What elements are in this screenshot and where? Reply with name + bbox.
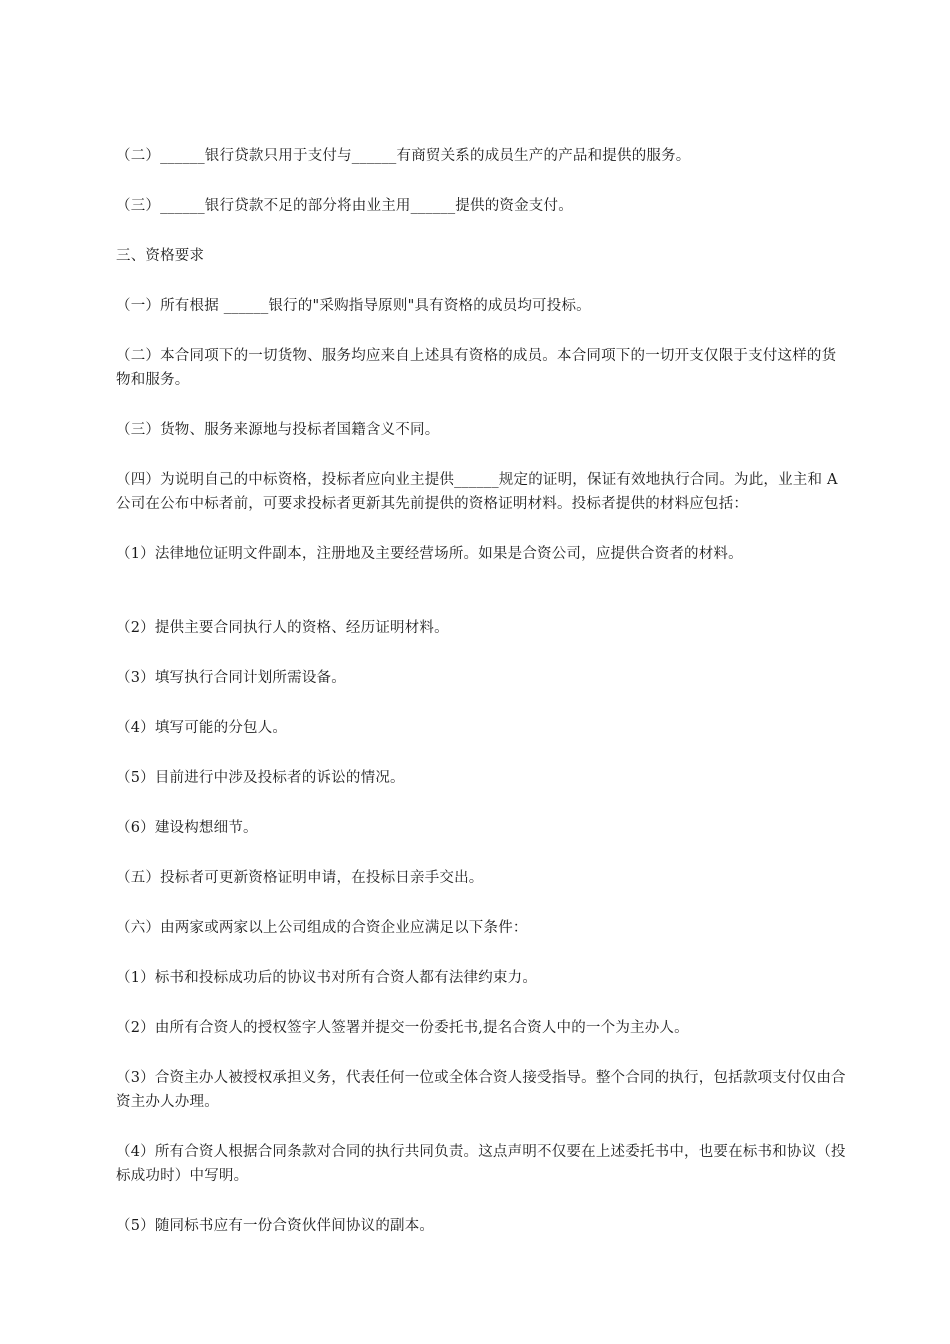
list-item-legal-status: （1）法律地位证明文件副本，注册地及主要经营场所。如果是合资公司，应提供合资者的材料。 <box>116 546 743 562</box>
section-heading-qualification: 三、资格要求 <box>116 248 205 264</box>
paragraph-eligible-bidders: （一）所有根据 ______银行的"采购指导原则"具有资格的成员均可投标。 <box>116 298 591 314</box>
list-item-joint-liability: （4）所有合资人根据合同条款对合同的执行共同负责。这点声明不仅要在上述委托书中，也要在标书和协议（投标成功时）中写明。 <box>116 1144 846 1184</box>
paragraph-qualification-proof: （四）为说明自己的中标资格，投标者应向业主提供______规定的证明，保证有效地执行合同。为此，业主和 A 公司在公布中标者前，可要求投标者更新其先前提供的资格证明材料。投标者提供的材料应包括： <box>116 472 838 512</box>
list-item-construction-details: （6）建设构想细节。 <box>116 820 258 836</box>
list-item-equipment: （3）填写执行合同计划所需设备。 <box>116 670 346 686</box>
list-item-lead-partner: （3）合资主办人被授权承担义务，代表任何一位或全体合资人接受指导。整个合同的执行，包括款项支付仅由合资主办人办理。 <box>116 1070 846 1110</box>
list-item-subcontractors: （4）填写可能的分包人。 <box>116 720 288 736</box>
list-item-litigation: （5）目前进行中涉及投标者的诉讼的情况。 <box>116 770 405 786</box>
paragraph-origin-vs-nationality: （三）货物、服务来源地与投标者国籍含义不同。 <box>116 422 440 438</box>
paragraph-loan-usage: （二）______银行贷款只用于支付与______有商贸关系的成员生产的产品和提供的服务。 <box>116 148 691 164</box>
document-page <box>116 144 846 1264</box>
paragraph-loan-shortfall: （三）______银行贷款不足的部分将由业主用______提供的资金支付。 <box>116 198 573 214</box>
list-item-contract-executor: （2）提供主要合同执行人的资格、经历证明材料。 <box>116 620 449 636</box>
list-item-power-of-attorney: （2）由所有合资人的授权签字人签署并提交一份委托书,提名合资人中的一个为主办人。 <box>116 1020 689 1036</box>
list-item-agreement-copy: （5）随同标书应有一份合资伙伴间协议的副本。 <box>116 1218 435 1234</box>
paragraph-joint-venture-conditions: （六）由两家或两家以上公司组成的合资企业应满足以下条件： <box>116 920 528 936</box>
paragraph-update-application: （五）投标者可更新资格证明申请，在投标日亲手交出。 <box>116 870 484 886</box>
list-item-binding: （1）标书和投标成功后的协议书对所有合资人都有法律约束力。 <box>116 970 538 986</box>
paragraph-goods-origin: （二）本合同项下的一切货物、服务均应来自上述具有资格的成员。本合同项下的一切开支仅限于支付这样的货物和服务。 <box>116 348 837 388</box>
